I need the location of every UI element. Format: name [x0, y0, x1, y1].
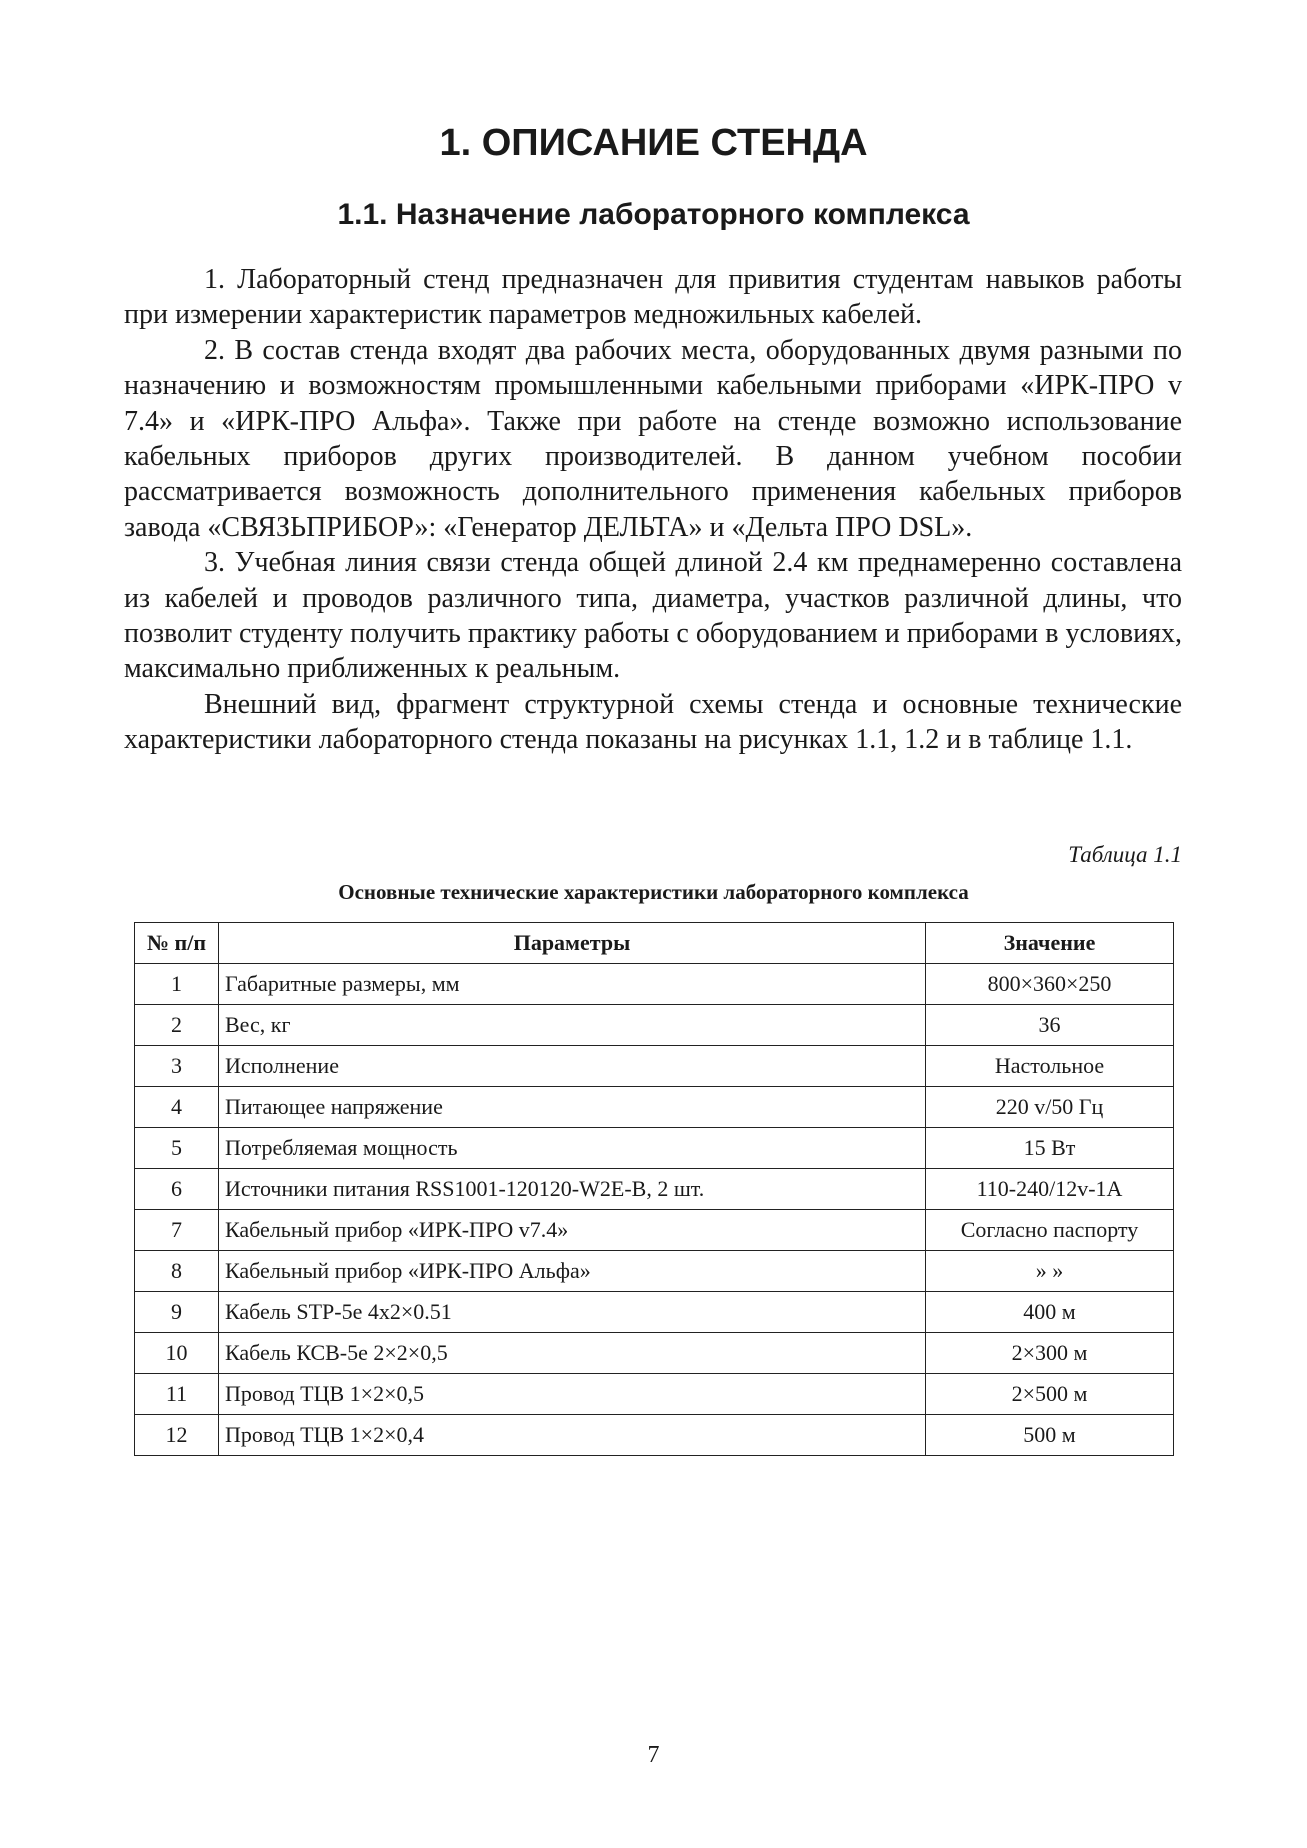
row-number: 4	[135, 1087, 219, 1128]
row-value: 220 v/50 Гц	[926, 1087, 1174, 1128]
row-parameter: Кабель STP-5e 4x2×0.51	[219, 1292, 926, 1333]
row-parameter: Потребляемая мощность	[219, 1128, 926, 1169]
row-number: 10	[135, 1333, 219, 1374]
row-number: 6	[135, 1169, 219, 1210]
row-number: 8	[135, 1251, 219, 1292]
row-parameter: Кабель КСВ-5е 2×2×0,5	[219, 1333, 926, 1374]
row-parameter: Источники питания RSS1001-120120-W2E-B, 2 шт.	[219, 1169, 926, 1210]
paragraph-4: Внешний вид, фрагмент структурной схемы стенда и основные технические характеристики лабораторного стенда показаны на рисунках 1.1, 1.2 и в таблице 1.1.	[124, 688, 1182, 756]
table-row	[135, 1333, 1174, 1374]
table-row	[135, 1128, 1174, 1169]
section-heading: 1. ОПИСАНИЕ СТЕНДА	[439, 122, 868, 164]
row-value: Настольное	[926, 1046, 1174, 1087]
row-number: 11	[135, 1374, 219, 1415]
row-value: 15 Вт	[926, 1128, 1174, 1169]
row-parameter: Габаритные размеры, мм	[219, 964, 926, 1005]
row-value: » »	[926, 1251, 1174, 1292]
row-value: 500 м	[926, 1415, 1174, 1456]
row-number: 3	[135, 1046, 219, 1087]
row-number: 7	[135, 1210, 219, 1251]
table-row	[135, 1169, 1174, 1210]
table-row	[135, 1251, 1174, 1292]
row-value: 110-240/12v-1A	[926, 1169, 1174, 1210]
paragraph-3: 3. Учебная линия связи стенда общей длиной 2.4 км преднамеренно составлена из кабелей и проводов различного типа, диаметра, участков различной длины, что позволит студенту получить практику работы с оборудованием и приборами в условиях, максимально приближенных к реальным.	[124, 547, 1182, 685]
row-value: 36	[926, 1005, 1174, 1046]
header-number: № п/п	[135, 923, 219, 964]
table-row	[135, 964, 1174, 1005]
body-text	[124, 262, 1182, 758]
page-number: 7	[647, 1742, 660, 1768]
row-value: 800×360×250	[926, 964, 1174, 1005]
table-row	[135, 1374, 1174, 1415]
row-value: 2×500 м	[926, 1374, 1174, 1415]
table-title: Основные технические характеристики лабораторного комплекса	[338, 880, 969, 904]
header-value: Значение	[926, 923, 1174, 964]
row-value: 2×300 м	[926, 1333, 1174, 1374]
header-parameters: Параметры	[219, 923, 926, 964]
row-parameter: Питающее напряжение	[219, 1087, 926, 1128]
table-row	[135, 1210, 1174, 1251]
row-parameter: Провод ТЦВ 1×2×0,5	[219, 1374, 926, 1415]
row-parameter: Исполнение	[219, 1046, 926, 1087]
table-row	[135, 1005, 1174, 1046]
row-number: 1	[135, 964, 219, 1005]
paragraph-2: 2. В состав стенда входят два рабочих места, оборудованных двумя разными по назначению и возможностям промышленными кабельными приборами «ИРК-ПРО v 7.4» и «ИРК-ПРО Альфа». Также при работе на стенде возможно использование кабельных приборов других производителей. В данном учебном пособии рассматривается возможность дополнительного применения кабельных приборов завода «СВЯЗЬПРИБОР»: «Генератор ДЕЛЬТА» и «Дельта ПРО DSL».	[124, 334, 1182, 543]
table-header-row	[135, 923, 1174, 964]
table-caption: Таблица 1.1	[1068, 842, 1182, 867]
table-row	[135, 1046, 1174, 1087]
row-number: 12	[135, 1415, 219, 1456]
row-number: 2	[135, 1005, 219, 1046]
row-value: Согласно паспорту	[926, 1210, 1174, 1251]
table-row	[135, 1415, 1174, 1456]
row-parameter: Провод ТЦВ 1×2×0,4	[219, 1415, 926, 1456]
subsection-heading: 1.1. Назначение лабораторного комплекса	[337, 198, 970, 231]
row-value: 400 м	[926, 1292, 1174, 1333]
paragraph-1: 1. Лабораторный стенд предназначен для привития студентам навыков работы при измерении характеристик параметров медножильных кабелей.	[124, 264, 1182, 331]
row-parameter: Кабельный прибор «ИРК-ПРО Альфа»	[219, 1251, 926, 1292]
table-row	[135, 1087, 1174, 1128]
row-parameter: Кабельный прибор «ИРК-ПРО v7.4»	[219, 1210, 926, 1251]
row-parameter: Вес, кг	[219, 1005, 926, 1046]
row-number: 9	[135, 1292, 219, 1333]
row-number: 5	[135, 1128, 219, 1169]
table-row	[135, 1292, 1174, 1333]
specs-table	[134, 922, 1174, 1456]
